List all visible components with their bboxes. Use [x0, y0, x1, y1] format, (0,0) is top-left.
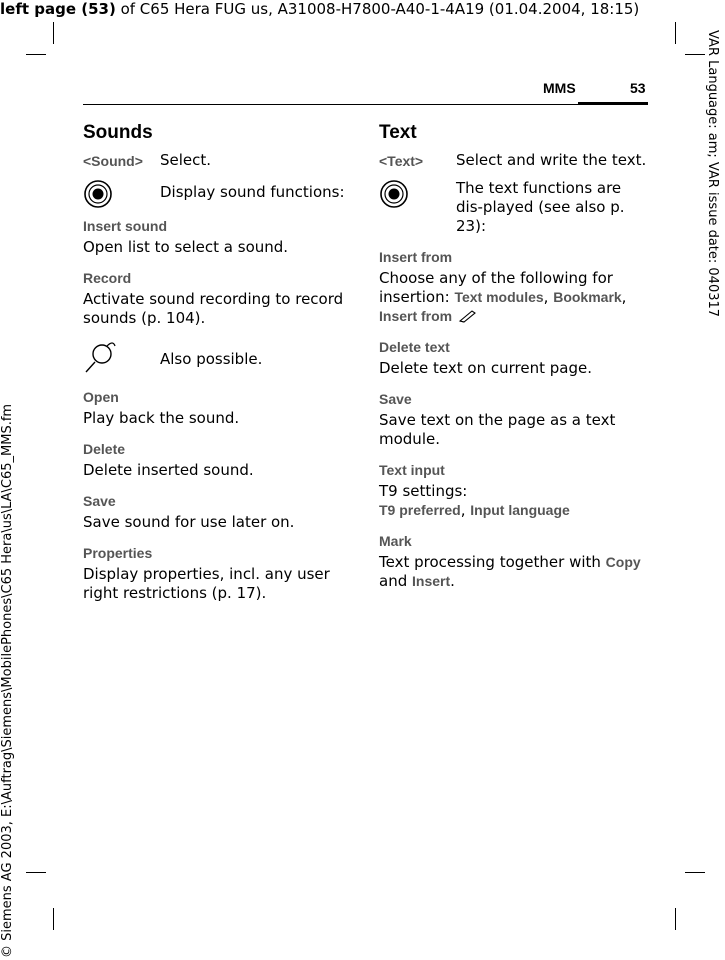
- navigation-key-icon: [83, 179, 160, 205]
- header-rule-thick: [578, 102, 648, 105]
- crop-mark: [26, 54, 46, 55]
- function-label: Properties: [83, 545, 153, 561]
- softkey-row: [83, 151, 345, 171]
- column-text: [379, 122, 647, 591]
- softkey-text: Select and write the text.: [456, 151, 647, 169]
- softkey-text: Select.: [160, 151, 212, 169]
- softkey-row: [379, 151, 647, 171]
- crop-mark: [53, 22, 54, 44]
- navigation-row: [379, 179, 647, 236]
- navigation-row: [83, 179, 345, 205]
- navigation-text: Display sound functions:: [160, 183, 345, 201]
- navigation-key-icon: [379, 179, 456, 205]
- side-note-left: © Siemens AG 2003, E:\Auftrag\Siemens\MobilePhones\C65 Hera\us\LA\C65_MMS.fm: [0, 403, 15, 958]
- print-header-bold: left page (53): [0, 0, 116, 18]
- crop-mark: [675, 22, 676, 44]
- edit-icon: [457, 307, 477, 325]
- function-label: Insert sound: [83, 218, 168, 234]
- column-sounds: [83, 122, 345, 603]
- also-possible-text: Also possible.: [160, 350, 263, 368]
- function-label: Delete text: [379, 339, 450, 355]
- separator: ,: [543, 288, 554, 306]
- softkey-label: <Text>: [379, 153, 424, 169]
- page-number: 53: [630, 80, 646, 96]
- option-insert: Insert: [412, 573, 451, 589]
- mark-text-end: .: [450, 572, 455, 590]
- separator: ,: [460, 501, 471, 519]
- crop-mark: [53, 908, 54, 930]
- function-label: Open: [83, 389, 119, 405]
- crop-mark: [685, 54, 705, 55]
- function-text: Display properties, incl. any user right restrictions (p. 17).: [83, 565, 330, 602]
- function-label: Save: [379, 391, 412, 407]
- function-text: Open list to select a sound.: [83, 238, 289, 256]
- insert-from-intro: Choose any of the following for insertion:: [379, 269, 613, 306]
- t9-settings-text: T9 settings:: [379, 482, 468, 500]
- function-text: [379, 553, 647, 591]
- function-text: [379, 482, 647, 520]
- header-rule: [83, 104, 578, 105]
- also-possible-row: [83, 340, 345, 376]
- option-bookmark: Bookmark: [553, 289, 622, 305]
- navigation-text: The text functions are dis-played (see also p. 23):: [456, 179, 625, 235]
- section-title: MMS: [543, 80, 576, 96]
- function-label: Delete: [83, 441, 126, 457]
- function-text: Save text on the page as a text module.: [379, 411, 616, 448]
- mark-text: Text processing together with: [379, 553, 606, 571]
- print-header-line: [0, 0, 700, 18]
- function-text: Play back the sound.: [83, 409, 240, 427]
- option-copy: Copy: [605, 554, 641, 570]
- function-label: Text input: [379, 462, 445, 478]
- heading-sounds: Sounds: [83, 122, 153, 143]
- function-text: Activate sound recording to record sounds (p. 104).: [83, 290, 344, 327]
- option-t9-preferred: T9 preferred: [379, 502, 461, 518]
- function-label: Insert from: [379, 249, 453, 265]
- function-text: [379, 269, 647, 326]
- key-press-icon: [83, 340, 160, 376]
- function-text: Delete inserted sound.: [83, 461, 254, 479]
- option-text-modules: Text modules: [454, 289, 544, 305]
- crop-mark: [26, 872, 46, 873]
- crop-mark: [675, 908, 676, 930]
- function-text: Save sound for use later on.: [83, 513, 295, 531]
- function-label: Mark: [379, 533, 412, 549]
- function-label: Save: [83, 493, 116, 509]
- print-header-rest: of C65 Hera FUG us, A31008-H7800-A40-1-4A19 (01.04.2004, 18:15): [115, 0, 640, 18]
- option-insert-from: Insert from: [379, 308, 453, 324]
- function-text: Delete text on current page.: [379, 359, 592, 377]
- side-note-right: VAR Language: am; VAR issue date: 040317: [705, 30, 720, 318]
- option-input-language: Input language: [470, 502, 570, 518]
- softkey-label: <Sound>: [83, 153, 143, 169]
- function-label: Record: [83, 270, 132, 286]
- separator: ,: [621, 288, 627, 306]
- crop-mark: [685, 872, 705, 873]
- mark-text-and: and: [379, 572, 412, 590]
- heading-text: Text: [379, 122, 417, 143]
